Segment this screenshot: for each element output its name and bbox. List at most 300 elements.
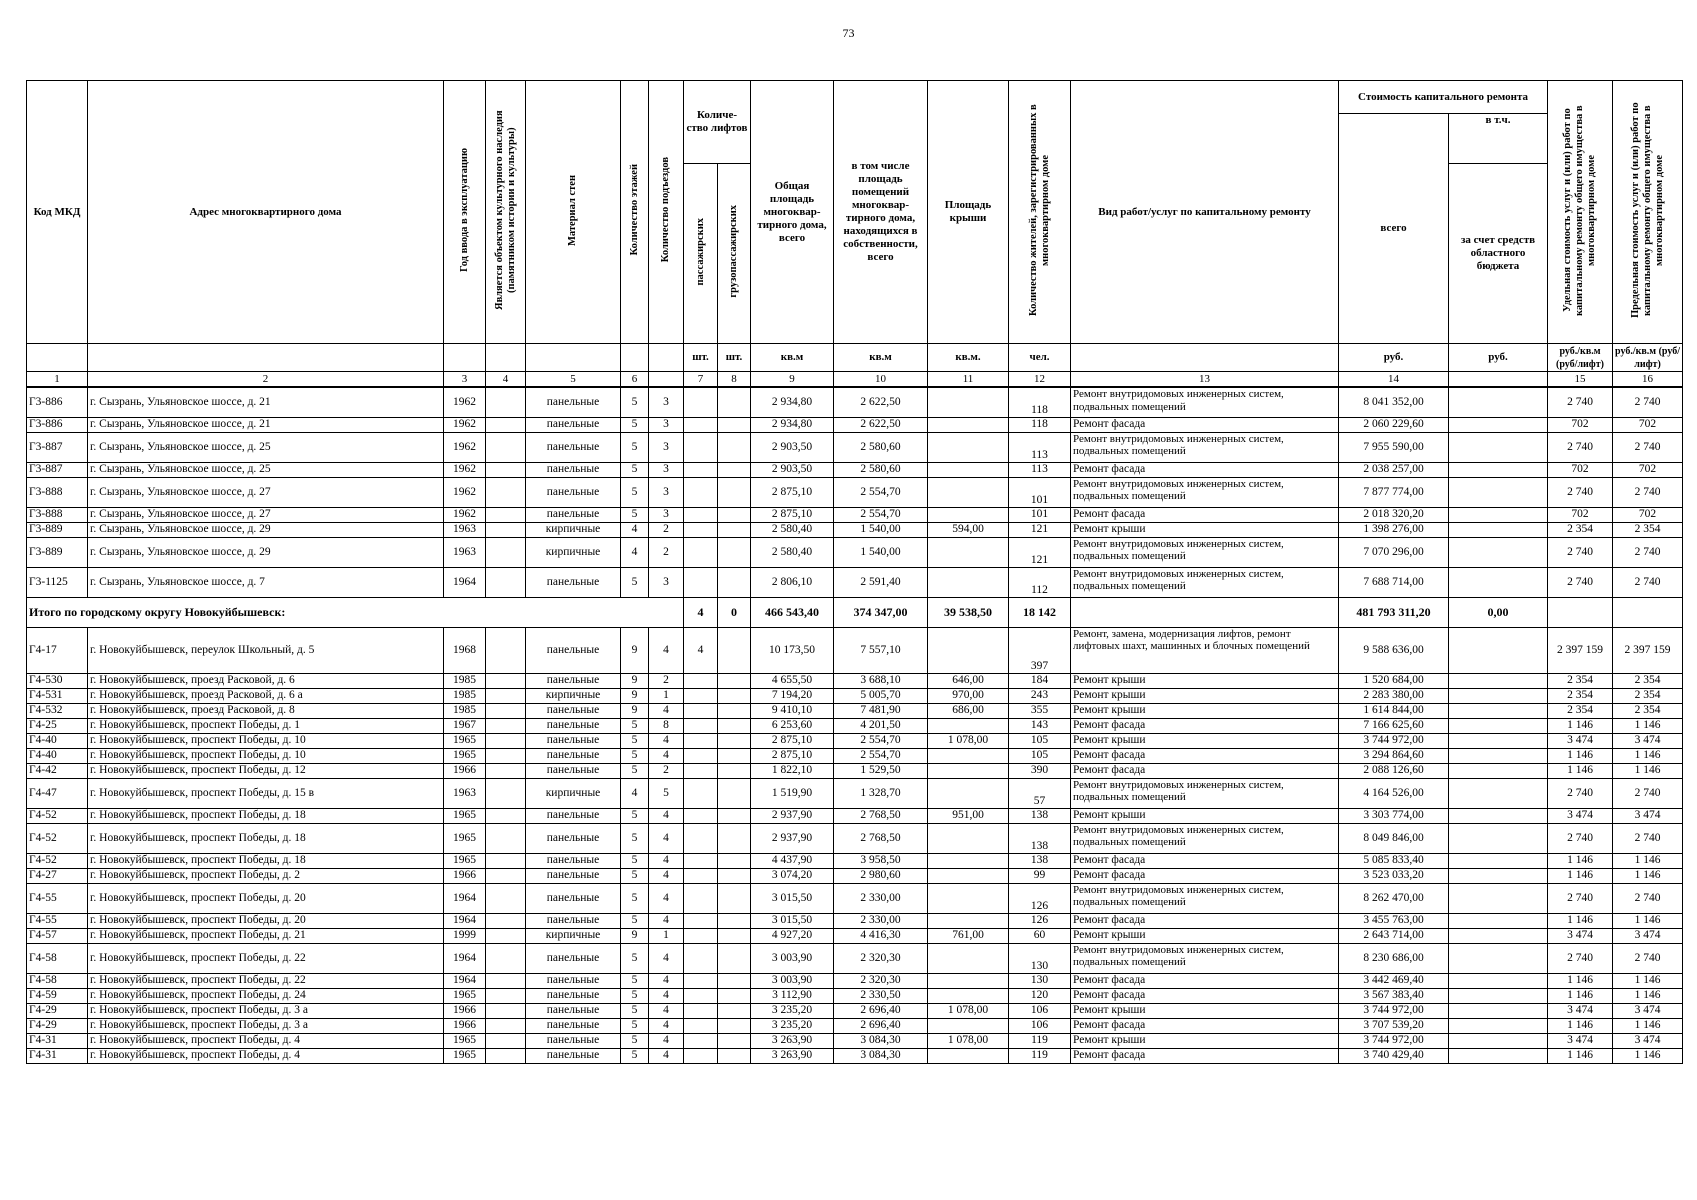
cell-area-owned: 1 529,50	[834, 763, 928, 778]
cell-work: Ремонт крыши	[1071, 928, 1339, 943]
header-cost-incl: в т.ч.	[1449, 114, 1548, 164]
unit-rub: руб.	[1449, 344, 1548, 372]
cell-area-total: 2 580,40	[751, 522, 834, 537]
cell-cost-total: 3 442 469,40	[1339, 973, 1449, 988]
cell-residents: 119	[1009, 1033, 1071, 1048]
cell-address: г. Новокуйбышевск, проспект Победы, д. 10	[88, 748, 444, 763]
header-unit-cost: Удельная стоимость услуг и (или) работ по капитальному ремонту общего имущества в многоквартирном доме	[1548, 81, 1613, 344]
cell-wall: панельные	[526, 763, 621, 778]
cell-cost-regional	[1449, 627, 1548, 673]
cell-work: Ремонт крыши	[1071, 1003, 1339, 1018]
cell-lifts-cargo	[718, 853, 751, 868]
cell-wall: панельные	[526, 943, 621, 973]
cell-roof	[928, 748, 1009, 763]
cell-cost-total: 2 283 380,00	[1339, 688, 1449, 703]
cell-limit-cost: 1 146	[1613, 973, 1683, 988]
unit-sqm: кв.м	[751, 344, 834, 372]
cell-year: 1962	[444, 507, 486, 522]
cell-lifts-passenger	[684, 748, 718, 763]
cell-residents: 99	[1009, 868, 1071, 883]
cell-residents: 105	[1009, 748, 1071, 763]
cell-area-total: 3 074,20	[751, 868, 834, 883]
header-year: Год ввода в эксплуатацию	[444, 81, 486, 344]
table-row	[27, 703, 1683, 718]
cell-area-owned: 2 554,70	[834, 748, 928, 763]
cell-floors: 5	[621, 1033, 649, 1048]
cell-residents: 184	[1009, 673, 1071, 688]
cell-residents: 118	[1009, 417, 1071, 432]
cell-area-total: 4 655,50	[751, 673, 834, 688]
cell-work: Ремонт фасада	[1071, 507, 1339, 522]
cell-area-owned: 4 416,30	[834, 928, 928, 943]
cell-entrances: 2	[649, 522, 684, 537]
header-limit-cost: Предельная стоимость услуг и (или) работ по капитальному ремонту общего имущества в многоквартирном доме	[1613, 81, 1683, 344]
cell-residents: 113	[1009, 432, 1071, 462]
cell-cost-total: 8 262 470,00	[1339, 883, 1449, 913]
cell-cost-total: 8 041 352,00	[1339, 387, 1449, 417]
cell-heritage	[486, 1003, 526, 1018]
cell-unit-cost: 2 354	[1548, 522, 1613, 537]
cell-wall: панельные	[526, 567, 621, 597]
cell-work: Ремонт фасада	[1071, 462, 1339, 477]
table-row	[27, 477, 1683, 507]
cell-lifts-cargo	[718, 537, 751, 567]
cell-unit-cost: 1 146	[1548, 868, 1613, 883]
cell-wall: панельные	[526, 973, 621, 988]
cell-entrances: 4	[649, 853, 684, 868]
cell-floors: 5	[621, 883, 649, 913]
cell-residents: 126	[1009, 913, 1071, 928]
table-row	[27, 567, 1683, 597]
cell-area-total: 1 822,10	[751, 763, 834, 778]
cell-code: Г4-27	[27, 868, 88, 883]
cell-address: г. Сызрань, Ульяновское шоссе, д. 25	[88, 462, 444, 477]
cell-heritage	[486, 507, 526, 522]
cell-cost-total: 2 643 714,00	[1339, 928, 1449, 943]
cell-cost-total: 2 018 320,20	[1339, 507, 1449, 522]
cell-address: г. Новокуйбышевск, проезд Расковой, д. 6 а	[88, 688, 444, 703]
cell-lifts-passenger	[684, 703, 718, 718]
cell-wall: панельные	[526, 1033, 621, 1048]
cell-area-total: 2 875,10	[751, 507, 834, 522]
cell-lifts-cargo	[718, 432, 751, 462]
cell-address: г. Сызрань, Ульяновское шоссе, д. 21	[88, 387, 444, 417]
cell-cost-total: 5 085 833,40	[1339, 853, 1449, 868]
cell-lifts-passenger	[684, 688, 718, 703]
cell-limit-cost: 2 354	[1613, 703, 1683, 718]
cell-work: Ремонт фасада	[1071, 1048, 1339, 1063]
cell-area-total: 2 934,80	[751, 417, 834, 432]
cell-lifts-cargo	[718, 718, 751, 733]
cell-wall: панельные	[526, 808, 621, 823]
table-row	[27, 988, 1683, 1003]
table-row	[27, 1048, 1683, 1063]
cell-code: Г3-889	[27, 537, 88, 567]
cell-floors: 5	[621, 1018, 649, 1033]
cell-roof: 761,00	[928, 928, 1009, 943]
table-row	[27, 883, 1683, 913]
cell-lifts-passenger	[684, 432, 718, 462]
cell-heritage	[486, 853, 526, 868]
cell-roof	[928, 1048, 1009, 1063]
cell-work: Ремонт крыши	[1071, 522, 1339, 537]
cell-cost-regional	[1449, 823, 1548, 853]
cell-limit-cost: 1 146	[1613, 868, 1683, 883]
cell-wall: панельные	[526, 673, 621, 688]
cell-address: г. Новокуйбышевск, проспект Победы, д. 3 а	[88, 1018, 444, 1033]
cell-unit-cost: 1 146	[1548, 718, 1613, 733]
cell-wall: панельные	[526, 1018, 621, 1033]
cell-limit-cost: 1 146	[1613, 763, 1683, 778]
cell-address: г. Новокуйбышевск, проспект Победы, д. 24	[88, 988, 444, 1003]
cell-lifts-passenger	[684, 1033, 718, 1048]
total-label: Итого по городскому округу Новокуйбышевск:	[27, 597, 684, 627]
cell-entrances: 4	[649, 913, 684, 928]
cell-code: Г4-29	[27, 1018, 88, 1033]
cell-cost-total: 8 230 686,00	[1339, 943, 1449, 973]
cell-year: 1965	[444, 808, 486, 823]
cell-entrances: 4	[649, 973, 684, 988]
cell-lifts-passenger	[684, 853, 718, 868]
cell-year: 1963	[444, 522, 486, 537]
table-row	[27, 387, 1683, 417]
cell-lifts-cargo	[718, 823, 751, 853]
cell-floors: 5	[621, 1048, 649, 1063]
cell-lifts-cargo	[718, 733, 751, 748]
cell-roof: 686,00	[928, 703, 1009, 718]
cell-wall: кирпичные	[526, 522, 621, 537]
cell-code: Г4-42	[27, 763, 88, 778]
cell-area-owned: 3 688,10	[834, 673, 928, 688]
cell-address: г. Новокуйбышевск, проспект Победы, д. 10	[88, 733, 444, 748]
cell-code: Г4-58	[27, 943, 88, 973]
cell-year: 1999	[444, 928, 486, 943]
table-row	[27, 1033, 1683, 1048]
cell-limit-cost: 2 397 159	[1613, 627, 1683, 673]
cell-cost-regional	[1449, 883, 1548, 913]
cell-roof	[928, 387, 1009, 417]
column-number: 10	[834, 372, 928, 388]
cell-year: 1962	[444, 417, 486, 432]
cell-limit-cost: 3 474	[1613, 733, 1683, 748]
unit-people: чел.	[1009, 344, 1071, 372]
cell-roof	[928, 868, 1009, 883]
table-row	[27, 778, 1683, 808]
cell-code: Г4-31	[27, 1048, 88, 1063]
column-number: 3	[444, 372, 486, 388]
cell-code: Г4-531	[27, 688, 88, 703]
cell-wall: панельные	[526, 988, 621, 1003]
cell-unit-cost: 2 740	[1548, 883, 1613, 913]
cell-residents: 130	[1009, 973, 1071, 988]
cell-lifts-cargo	[718, 477, 751, 507]
cell-area-owned: 5 005,70	[834, 688, 928, 703]
cell-cost-total: 3 740 429,40	[1339, 1048, 1449, 1063]
cell-heritage	[486, 477, 526, 507]
cell-code: Г3-888	[27, 507, 88, 522]
cell-entrances: 5	[649, 778, 684, 808]
cell-address: г. Новокуйбышевск, проспект Победы, д. 15 в	[88, 778, 444, 808]
cell-floors: 5	[621, 943, 649, 973]
cell-limit-cost: 2 740	[1613, 823, 1683, 853]
cell-residents: 112	[1009, 567, 1071, 597]
cell-limit-cost: 1 146	[1613, 718, 1683, 733]
cell-work: Ремонт фасада	[1071, 763, 1339, 778]
table-row	[27, 673, 1683, 688]
cell-cost-regional	[1449, 537, 1548, 567]
cell-unit-cost: 2 354	[1548, 703, 1613, 718]
cell-work: Ремонт крыши	[1071, 673, 1339, 688]
cell-residents: 106	[1009, 1018, 1071, 1033]
cell-unit-cost: 1 146	[1548, 988, 1613, 1003]
cell-entrances: 2	[649, 537, 684, 567]
cell-year: 1965	[444, 733, 486, 748]
cell-wall: кирпичные	[526, 688, 621, 703]
cell-residents: 355	[1009, 703, 1071, 718]
total-lifts-passenger: 4	[684, 597, 718, 627]
cell-lifts-cargo	[718, 507, 751, 522]
cell-entrances: 4	[649, 627, 684, 673]
cell-unit-cost: 1 146	[1548, 913, 1613, 928]
cell-unit-cost: 1 146	[1548, 763, 1613, 778]
cell-floors: 5	[621, 1003, 649, 1018]
cell-cost-total: 3 523 033,20	[1339, 868, 1449, 883]
unit-pcs: шт.	[718, 344, 751, 372]
cell-wall: панельные	[526, 507, 621, 522]
table-row	[27, 507, 1683, 522]
cell-limit-cost: 2 354	[1613, 688, 1683, 703]
cell-wall: панельные	[526, 853, 621, 868]
cell-lifts-cargo	[718, 462, 751, 477]
cell-heritage	[486, 673, 526, 688]
cell-cost-total: 7 166 625,60	[1339, 718, 1449, 733]
cell-wall: панельные	[526, 823, 621, 853]
cell-roof	[928, 913, 1009, 928]
cell-work: Ремонт внутридомовых инженерных систем, подвальных помещений	[1071, 567, 1339, 597]
cell-entrances: 3	[649, 417, 684, 432]
cell-floors: 5	[621, 748, 649, 763]
cell-heritage	[486, 522, 526, 537]
cell-cost-total: 3 744 972,00	[1339, 733, 1449, 748]
cell-cost-regional	[1449, 988, 1548, 1003]
cell-code: Г4-25	[27, 718, 88, 733]
cell-entrances: 1	[649, 688, 684, 703]
cell-roof: 970,00	[928, 688, 1009, 703]
cell-floors: 5	[621, 868, 649, 883]
cell-limit-cost: 1 146	[1613, 1048, 1683, 1063]
cell-unit-cost: 1 146	[1548, 973, 1613, 988]
cell-limit-cost: 1 146	[1613, 988, 1683, 1003]
cell-area-owned: 7 557,10	[834, 627, 928, 673]
cell-wall: панельные	[526, 387, 621, 417]
cell-area-owned: 2 622,50	[834, 387, 928, 417]
cell-residents: 397	[1009, 627, 1071, 673]
cell-address: г. Сызрань, Ульяновское шоссе, д. 21	[88, 417, 444, 432]
cell-wall: панельные	[526, 417, 621, 432]
table-row	[27, 688, 1683, 703]
cell-heritage	[486, 1018, 526, 1033]
cell-cost-total: 7 877 774,00	[1339, 477, 1449, 507]
cell-heritage	[486, 868, 526, 883]
cell-limit-cost: 2 740	[1613, 778, 1683, 808]
cell-code: Г3-886	[27, 387, 88, 417]
table-row	[27, 1018, 1683, 1033]
cell-heritage	[486, 537, 526, 567]
cell-lifts-cargo	[718, 567, 751, 597]
cell-address: г. Сызрань, Ульяновское шоссе, д. 25	[88, 432, 444, 462]
capital-repair-table-wrapper	[26, 80, 1683, 1064]
cell-lifts-passenger	[684, 778, 718, 808]
cell-area-owned: 7 481,90	[834, 703, 928, 718]
cell-entrances: 3	[649, 507, 684, 522]
cell-work: Ремонт фасада	[1071, 913, 1339, 928]
capital-repair-table	[26, 80, 1683, 1064]
cell-unit-cost: 2 740	[1548, 537, 1613, 567]
column-number: 12	[1009, 372, 1071, 388]
cell-floors: 5	[621, 853, 649, 868]
cell-area-total: 1 519,90	[751, 778, 834, 808]
table-row	[27, 627, 1683, 673]
cell-code: Г4-58	[27, 973, 88, 988]
cell-lifts-passenger	[684, 1018, 718, 1033]
cell-cost-regional	[1449, 913, 1548, 928]
cell-residents: 57	[1009, 778, 1071, 808]
cell-floors: 5	[621, 823, 649, 853]
cell-cost-regional	[1449, 432, 1548, 462]
cell-unit-cost: 3 474	[1548, 733, 1613, 748]
table-row	[27, 913, 1683, 928]
cell-area-total: 2 934,80	[751, 387, 834, 417]
cell-cost-regional	[1449, 567, 1548, 597]
cell-lifts-passenger	[684, 988, 718, 1003]
cell-entrances: 2	[649, 763, 684, 778]
cell-floors: 5	[621, 733, 649, 748]
total-owned: 374 347,00	[834, 597, 928, 627]
cell-year: 1963	[444, 778, 486, 808]
cell-lifts-passenger	[684, 973, 718, 988]
cell-entrances: 4	[649, 1018, 684, 1033]
cell-area-total: 2 903,50	[751, 462, 834, 477]
cell-work: Ремонт крыши	[1071, 703, 1339, 718]
cell-area-owned: 2 330,00	[834, 913, 928, 928]
header-cost-regional: за счет средств областного бюджета	[1449, 164, 1548, 344]
cell-year: 1962	[444, 432, 486, 462]
cell-address: г. Новокуйбышевск, проспект Победы, д. 12	[88, 763, 444, 778]
cell-work: Ремонт фасада	[1071, 853, 1339, 868]
cell-lifts-cargo	[718, 417, 751, 432]
cell-area-total: 2 875,10	[751, 748, 834, 763]
cell-address: г. Новокуйбышевск, проспект Победы, д. 20	[88, 913, 444, 928]
cell-year: 1964	[444, 913, 486, 928]
cell-floors: 9	[621, 627, 649, 673]
cell-cost-total: 2 060 229,60	[1339, 417, 1449, 432]
cell-heritage	[486, 808, 526, 823]
cell-floors: 5	[621, 477, 649, 507]
cell-residents: 105	[1009, 733, 1071, 748]
table-row	[27, 823, 1683, 853]
column-number: 14	[1339, 372, 1449, 388]
cell-cost-total: 7 688 714,00	[1339, 567, 1449, 597]
cell-limit-cost: 1 146	[1613, 748, 1683, 763]
cell-residents: 130	[1009, 943, 1071, 973]
cell-code: Г4-52	[27, 853, 88, 868]
cell-floors: 5	[621, 387, 649, 417]
cell-code: Г3-889	[27, 522, 88, 537]
cell-wall: кирпичные	[526, 778, 621, 808]
cell-wall: кирпичные	[526, 928, 621, 943]
cell-entrances: 4	[649, 733, 684, 748]
cell-cost-regional	[1449, 733, 1548, 748]
cell-area-owned: 2 330,00	[834, 883, 928, 913]
cell-lifts-cargo	[718, 928, 751, 943]
cell-residents: 143	[1009, 718, 1071, 733]
total-lifts-cargo: 0	[718, 597, 751, 627]
cell-code: Г4-52	[27, 823, 88, 853]
cell-code: Г3-887	[27, 462, 88, 477]
cell-cost-regional	[1449, 808, 1548, 823]
cell-unit-cost: 2 397 159	[1548, 627, 1613, 673]
table-row	[27, 417, 1683, 432]
cell-residents: 138	[1009, 808, 1071, 823]
cell-area-owned: 1 328,70	[834, 778, 928, 808]
cell-cost-regional	[1449, 387, 1548, 417]
cell-limit-cost: 702	[1613, 462, 1683, 477]
table-row	[27, 522, 1683, 537]
cell-roof	[928, 823, 1009, 853]
cell-entrances: 4	[649, 823, 684, 853]
header-residents: Количество жителей, зарегистрированных в многоквартирном доме	[1009, 81, 1071, 344]
cell-year: 1964	[444, 567, 486, 597]
cell-cost-regional	[1449, 748, 1548, 763]
cell-heritage	[486, 733, 526, 748]
cell-residents: 113	[1009, 462, 1071, 477]
cell-unit-cost: 1 146	[1548, 748, 1613, 763]
cell-area-total: 2 937,90	[751, 823, 834, 853]
cell-unit-cost: 3 474	[1548, 1033, 1613, 1048]
cell-residents: 126	[1009, 883, 1071, 913]
cell-cost-regional	[1449, 477, 1548, 507]
cell-unit-cost: 1 146	[1548, 853, 1613, 868]
cell-work: Ремонт внутридомовых инженерных систем, подвальных помещений	[1071, 778, 1339, 808]
cell-lifts-passenger	[684, 883, 718, 913]
cell-code: Г4-31	[27, 1033, 88, 1048]
cell-roof	[928, 973, 1009, 988]
cell-roof	[928, 1018, 1009, 1033]
cell-lifts-passenger	[684, 537, 718, 567]
cell-residents: 138	[1009, 823, 1071, 853]
cell-lifts-cargo	[718, 688, 751, 703]
cell-work: Ремонт крыши	[1071, 733, 1339, 748]
cell-cost-total: 2 088 126,60	[1339, 763, 1449, 778]
cell-lifts-cargo	[718, 1003, 751, 1018]
cell-entrances: 4	[649, 1033, 684, 1048]
cell-limit-cost: 2 740	[1613, 883, 1683, 913]
cell-year: 1962	[444, 477, 486, 507]
cell-cost-total: 3 567 383,40	[1339, 988, 1449, 1003]
header-address: Адрес многоквартирного дома	[88, 81, 444, 344]
cell-year: 1985	[444, 703, 486, 718]
table-row	[27, 748, 1683, 763]
cell-work: Ремонт внутридомовых инженерных систем, подвальных помещений	[1071, 943, 1339, 973]
cell-wall: панельные	[526, 748, 621, 763]
cell-area-owned: 2 980,60	[834, 868, 928, 883]
cell-heritage	[486, 703, 526, 718]
cell-lifts-passenger	[684, 763, 718, 778]
cell-code: Г4-47	[27, 778, 88, 808]
cell-limit-cost: 2 740	[1613, 537, 1683, 567]
unit-sqm: кв.м	[834, 344, 928, 372]
cell-wall: панельные	[526, 718, 621, 733]
